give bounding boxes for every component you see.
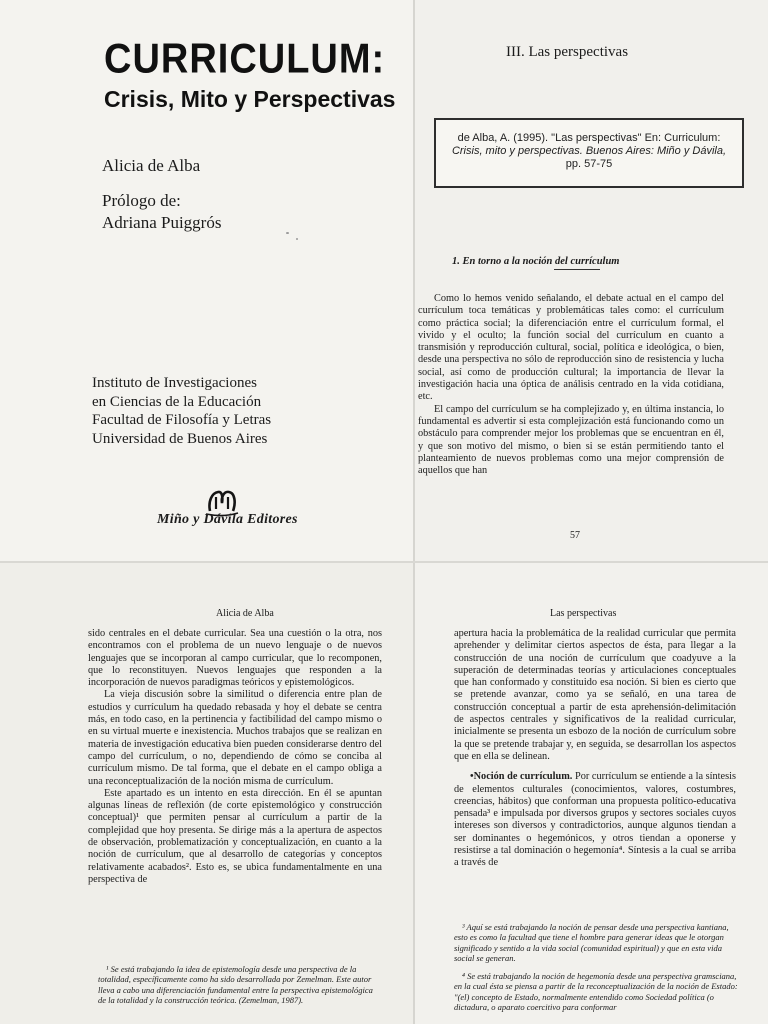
body-text [418,293,724,477]
paragraph: El campo del currículum se ha complejizado y, en última instancia, lo fundamental es advertir si esta complejización está funcionando como un obstáculo para comprender mejor los problemas que se encuentran en él, y que son motivo del mismo, o bien si se están permitiendo tanto el planteamiento de nuevos problemas como una mejor comprensión de aquellos que han [418,403,724,477]
citation-line: Crisis, mito y perspectivas. Buenos Aires: Miño y Dávila, [451,145,727,157]
paragraph: La vieja discusión sobre la similitud o diferencia entre plan de estudios y currículum ha quedado rebasada y hoy el debate se centra más, en todo caso, en la pertinencia y factibilidad del campo mismo o en su virtual muerte e inexistencia. Muchos trabajos que se realizan en materia de investigación educativa bien pueden considerarse dentro del campo del currículum, o no, dependiendo de cómo se conciba al currículum mismo. De tal forma, que el debate en el campo obliga a una reconceptualización de la noción misma de currículum. [88,689,382,787]
paragraph: Este apartado es un intento en esta dirección. En él se apuntan algunas líneas de reflexión (de corte epistemológico y construcción conceptual)¹ que permiten pensar al currículum a partir de la complejidad que hoy presenta. Se dirige más a la apertura de aspectos de observación, problematización y conceptualización, en cuanto a la noción de currículum, que al desarrollo de categorías y conceptos relativamente acabados². Esto es, se ubica fundamentalmente en una perspectiva de [88,787,382,885]
page-59 [414,562,768,1024]
definition-term: •Noción de currículum. [470,771,573,783]
subsection-title: 1. En torno a la noción del currículum [452,256,620,267]
scan-seam [0,561,768,563]
institute-block [92,374,271,448]
institute-line: Universidad de Buenos Aires [92,430,268,447]
citation-box [434,118,744,188]
book-subtitle: Crisis, Mito y Perspectivas [104,86,396,112]
page-57 [414,0,768,562]
page-number: 57 [570,530,580,541]
paragraph: Como lo hemos venido señalando, el debate actual en el campo del currículum toca temáticas y problemáticas tales como: el currículum como práctica social; la diferenciación entre el currículum formal, el vivido y el oculto; la función social del currículum en cuanto a transmisión y reproducción cultural, social, política e ideológica, o bien, desde una perspectiva no sólo de reproducción sino de resistencia y lucha social, así como de producción cultural; la importancia de llevar la investigación hacia una óptica de análisis centrado en la vida cotidiana, etc. [418,293,724,403]
handwritten-underline [554,269,600,270]
institute-line: Instituto de Investigaciones [92,375,257,391]
paragraph [454,771,736,869]
prologue-label: Prólogo de: [102,191,181,210]
footnote: ¹ Se está trabajando la idea de epistemología desde una perspectiva de la totalidad, específicamente como ha sido desarrollada por Zemelman. Este autor lleva a cabo una diferenciación fundamental entre la perspectiva epistemológica de la totalidad y la construcción teórica. (Zemelman, 1987). [98,964,373,1005]
citation-line: de Alba, A. (1995). "Las perspectivas" En: Curriculum: [457,132,721,144]
institute-line: Facultad de Filosofía y Letras [92,412,272,428]
running-head: Las perspectivas [550,608,617,619]
page-58 [0,562,414,1024]
footnotes [454,922,738,1020]
footnote: ⁴ Se está trabajando la noción de hegemonía desde una perspectiva gramsciana, en la cual ésta se piensa a partir de la reconceptualización de la noción de Estado: "(el) concepto de Estado, normalmente entendido como Sociedad política (o dictadura, o aparato coercitivo para conformar [454,971,738,1013]
cover-page [0,0,414,562]
body-text [454,628,736,870]
prologue-author: Adriana Puiggrós [102,213,222,232]
scan-speck [296,238,298,240]
section-heading: III. Las perspectivas [506,44,629,60]
definition-text: Por currículum se entiende a la síntesis de elementos culturales (conocimientos, valores, costumbres, creencias, hábitos) que conforman una propuesta político-educativa pensada³ e impulsada por diversos grupos y sectores sociales cuyos intereses son diversos y contradictorios, aunque algunos tiendan a ser dominantes o hegemónicos, y otros tiendan a oponerse y resistirse a tal dominación o hegemonía⁴. Síntesis a la cual se arriba a través de [454,771,736,869]
institute-line: en Ciencias de la Educación [92,393,262,410]
paragraph: apertura hacia la problemática de la realidad curricular que permita aprehender y delimitar ciertos aspectos de ésta, para llegar a la construcción de una noción de currículum que coadyuve a la superación de determinadas teorías y articulaciones conceptuales que han conformado y constituido esa noción. Si bien es cierto que se pretende avanzar, como ya se señaló, en una tarea de construcción conceptual a partir de esta aprehensión-delimitación de aspectos centrales y significativos de la realidad curricular, inicialmente se presenta un esbozo de la noción de currículum sobre la que se pretende trabajar y, en seguida, se desarrollan los aspectos que en ella se delinean. [454,628,736,762]
running-head: Alicia de Alba [216,608,274,619]
publisher-name: Miño y Dávila Editores [157,512,298,527]
page-gutter [413,0,415,1024]
citation-line: pp. 57-75 [565,158,613,170]
book-title: CURRICULUM: [104,36,386,83]
scan-speck [286,232,289,234]
footnote: ³ Aquí se está trabajando la noción de pensar desde una perspectiva kantiana, esto es como la facultad que tiene el hombre para generar ideas que le otorgan significado y sentido a la vida social (comunidad espiritual) y que en esta vida social se generan. [454,922,729,963]
author-name: Alicia de Alba [102,156,201,175]
body-text [88,628,382,886]
paragraph: sido centrales en el debate curricular. Sea una cuestión o la otra, nos encontramos con el problema de un nuevo lenguaje o de nuevos lenguajes que se incorporan al campo curricular, que lo recomponen, que lo reconstituyen. Nuevos lenguajes que responden a la incorporación de nuevos paradigmas teóricos y epistemológicos. [88,628,382,689]
footnotes [98,964,378,1005]
